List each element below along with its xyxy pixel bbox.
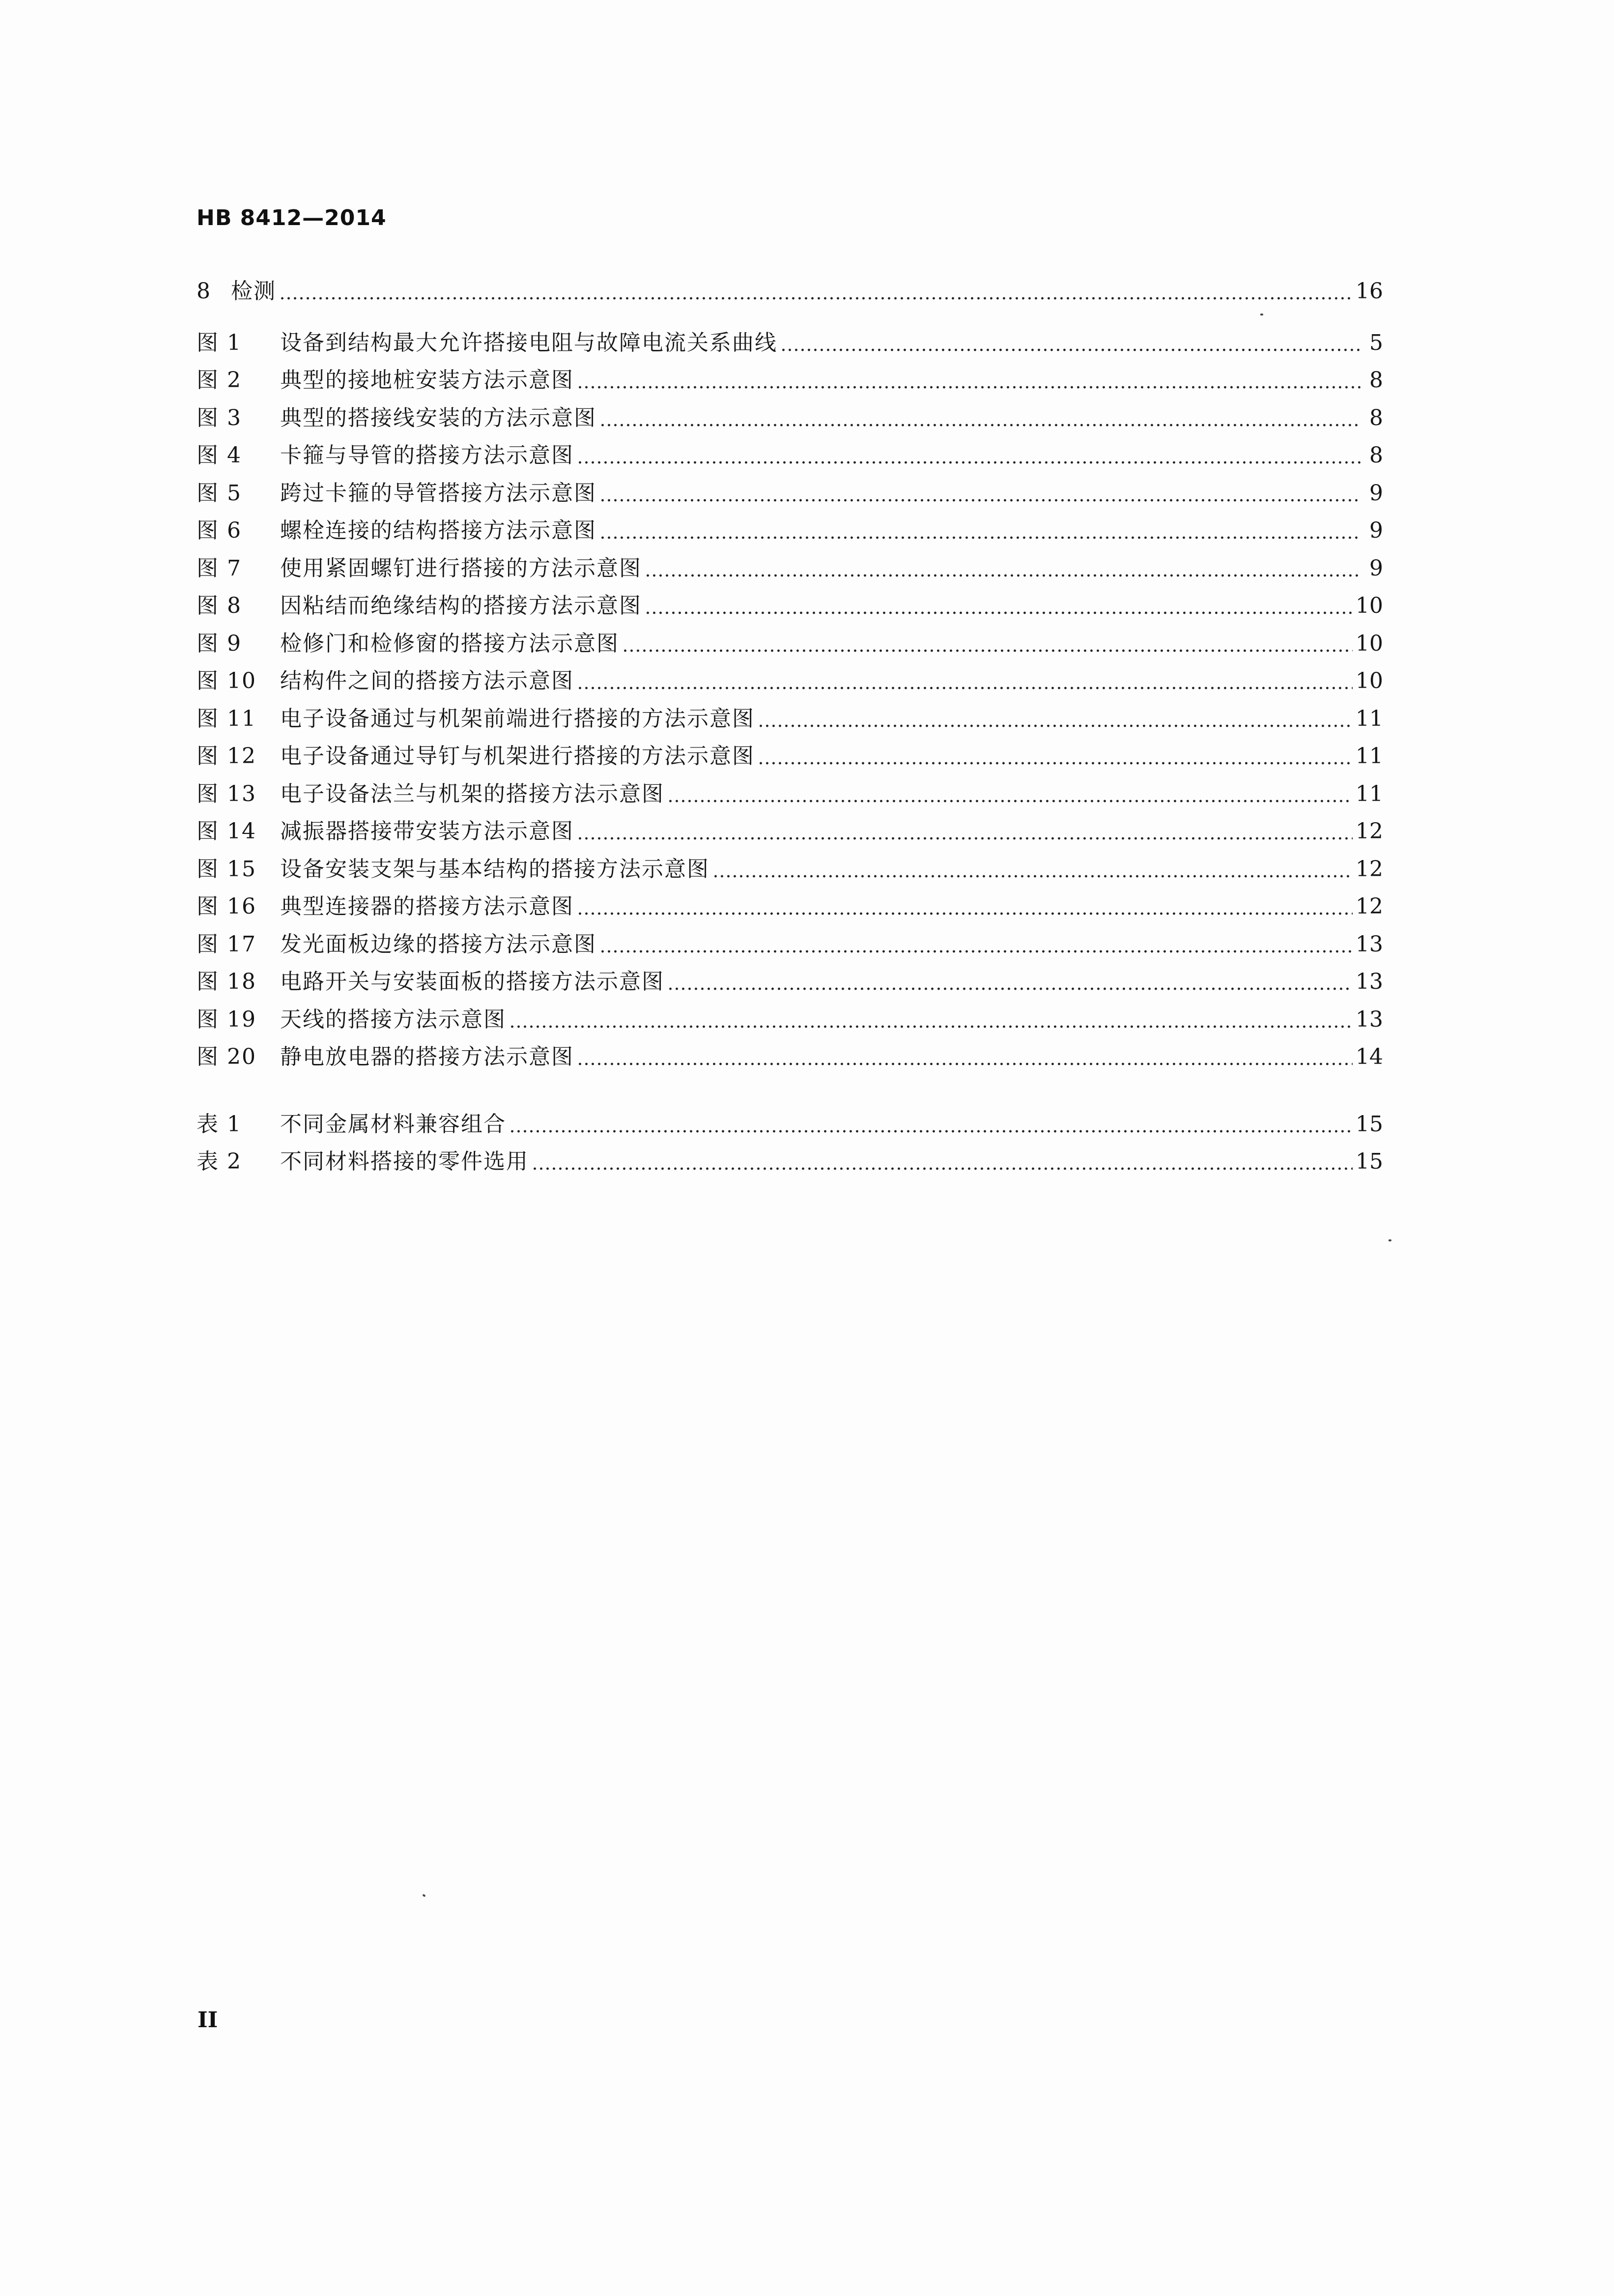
toc-entry-label: 图 10 [197, 668, 256, 693]
toc-tables [197, 1106, 1383, 1181]
toc-entry-label: 图 14 [197, 819, 256, 844]
toc-entry-figure-2[interactable] [197, 362, 1383, 400]
toc-entry-title: 检修门和检修窗的搭接方法示意图 [280, 631, 619, 656]
dot-leader [758, 723, 1353, 728]
toc-entry-label: 图 3 [197, 405, 242, 430]
toc-entry-label: 表 1 [197, 1111, 242, 1137]
scan-speck [1388, 1239, 1391, 1241]
toc-entry-label: 图 20 [197, 1044, 256, 1069]
toc-entry-page: 16 [1356, 279, 1383, 304]
toc-entry-title: 电子设备法兰与机架的搭接方法示意图 [280, 781, 664, 806]
toc-entry-figure-6[interactable] [197, 512, 1383, 550]
dot-leader [667, 986, 1353, 991]
toc-entry-page: 8 [1369, 443, 1383, 468]
toc-entry-title: 设备安装支架与基本结构的搭接方法示意图 [280, 856, 709, 882]
toc-entry-page: 10 [1356, 631, 1383, 656]
toc-entry-figure-8[interactable] [197, 587, 1383, 625]
toc-entry-title: 因粘结而绝缘结构的搭接方法示意图 [280, 593, 642, 618]
toc-entry-figure-9[interactable] [197, 625, 1383, 663]
toc-entry-label: 图 12 [197, 744, 256, 769]
dot-leader [645, 610, 1353, 615]
toc-entry-label: 图 15 [197, 856, 256, 882]
dot-leader [532, 1166, 1353, 1171]
toc-entry-figure-18[interactable] [197, 963, 1383, 1001]
toc-entry-label: 图 19 [197, 1006, 256, 1032]
toc-entry-title: 不同金属材料兼容组合 [280, 1111, 506, 1137]
page-number: II [198, 2008, 218, 2033]
toc-entry-page: 10 [1356, 593, 1383, 618]
toc-entry-label: 图 18 [197, 969, 256, 994]
toc-entry-label: 表 2 [197, 1149, 242, 1174]
toc-entry-label: 图 6 [197, 518, 242, 543]
dot-leader [577, 911, 1353, 916]
toc-entry-title: 卡箍与导管的搭接方法示意图 [280, 443, 574, 468]
dot-leader [758, 761, 1353, 766]
toc-entry-title: 典型的搭接线安装的方法示意图 [280, 405, 596, 430]
toc-entry-label: 图 7 [197, 555, 242, 581]
toc-entry-page: 9 [1369, 518, 1383, 543]
toc-entry-page: 10 [1356, 668, 1383, 693]
toc-entry-title: 检测 [231, 279, 276, 304]
toc-entry-figure-16[interactable] [197, 888, 1383, 926]
toc-entry-title: 电路开关与安装面板的搭接方法示意图 [280, 969, 664, 994]
toc-entry-title: 天线的搭接方法示意图 [280, 1006, 506, 1032]
toc-entry-page: 11 [1356, 781, 1383, 806]
toc-entry-figure-17[interactable] [197, 926, 1383, 964]
toc-entry-page: 15 [1356, 1149, 1383, 1174]
toc-entry-figure-20[interactable] [197, 1038, 1383, 1076]
toc-entry-figure-11[interactable] [197, 700, 1383, 738]
dot-leader [712, 874, 1353, 879]
toc-entry-figure-14[interactable] [197, 813, 1383, 851]
dot-leader [780, 347, 1360, 352]
toc-entry-title: 发光面板边缘的搭接方法示意图 [280, 931, 596, 957]
toc-entry-figure-7[interactable] [197, 550, 1383, 588]
toc-entry-figure-15[interactable] [197, 851, 1383, 889]
toc-entry-page: 5 [1369, 330, 1383, 355]
toc-entry-label: 8 [197, 279, 211, 304]
dot-leader [599, 949, 1353, 954]
toc-entry-page: 13 [1356, 931, 1383, 957]
toc-entry-figure-12[interactable] [197, 738, 1383, 775]
toc-entry-figure-3[interactable] [197, 400, 1383, 437]
toc-figures [197, 324, 1383, 1076]
toc-entry-page: 11 [1356, 744, 1383, 769]
toc-entry-figure-10[interactable] [197, 662, 1383, 700]
toc-entry-title: 使用紧固螺钉进行搭接的方法示意图 [280, 555, 642, 581]
dot-leader [577, 460, 1360, 465]
dot-leader [577, 1062, 1353, 1066]
toc-entry-page: 8 [1369, 368, 1383, 393]
scan-speck [422, 1894, 425, 1897]
toc-entry-title: 典型的接地桩安装方法示意图 [280, 368, 574, 393]
toc-entry-table-2[interactable] [197, 1143, 1383, 1181]
toc-entry-label: 图 5 [197, 480, 242, 506]
dot-leader [279, 296, 1353, 301]
dot-leader [577, 385, 1360, 390]
toc-entry-label: 图 9 [197, 631, 242, 656]
toc-entry-label: 图 13 [197, 781, 256, 806]
toc-entry-page: 11 [1356, 706, 1383, 731]
toc-entry-figure-19[interactable] [197, 1001, 1383, 1039]
dot-leader [645, 573, 1360, 578]
dot-leader [577, 836, 1353, 841]
toc-entry-title: 典型连接器的搭接方法示意图 [280, 894, 574, 919]
dot-leader [667, 799, 1353, 804]
document-code-header: HB 8412—2014 [197, 205, 387, 230]
toc-entry-page: 13 [1356, 1006, 1383, 1032]
toc-entry-section-8[interactable] [197, 273, 1383, 311]
toc-sections [197, 273, 1383, 311]
toc-entry-label: 图 8 [197, 593, 242, 618]
dot-leader [622, 648, 1353, 653]
dot-leader [599, 423, 1360, 428]
toc-entry-label: 图 17 [197, 931, 256, 957]
toc-entry-page: 12 [1356, 819, 1383, 844]
toc-entry-label: 图 4 [197, 443, 242, 468]
toc-entry-title: 结构件之间的搭接方法示意图 [280, 668, 574, 693]
dot-leader [599, 535, 1360, 540]
toc-entry-page: 15 [1356, 1111, 1383, 1137]
toc-entry-title: 静电放电器的搭接方法示意图 [280, 1044, 574, 1069]
toc-entry-figure-5[interactable] [197, 475, 1383, 513]
toc-entry-title: 螺栓连接的结构搭接方法示意图 [280, 518, 596, 543]
toc-entry-page: 14 [1356, 1044, 1383, 1069]
toc-entry-figure-4[interactable] [197, 437, 1383, 475]
toc-entry-title: 不同材料搭接的零件选用 [280, 1149, 529, 1174]
toc-entry-title: 电子设备通过与机架前端进行搭接的方法示意图 [280, 706, 755, 731]
toc-entry-page: 12 [1356, 894, 1383, 919]
toc-entry-label: 图 16 [197, 894, 256, 919]
toc-entry-page: 12 [1356, 856, 1383, 882]
toc-entry-title: 跨过卡箍的导管搭接方法示意图 [280, 480, 596, 506]
dot-leader [509, 1129, 1353, 1134]
toc-entry-title: 电子设备通过导钉与机架进行搭接的方法示意图 [280, 744, 755, 769]
toc-entry-page: 9 [1369, 480, 1383, 506]
dot-leader [599, 498, 1360, 503]
toc-entry-page: 9 [1369, 555, 1383, 581]
toc-entry-title: 减振器搭接带安装方法示意图 [280, 819, 574, 844]
dot-leader [577, 686, 1353, 690]
toc-entry-label: 图 1 [197, 330, 242, 355]
toc-entry-page: 8 [1369, 405, 1383, 430]
scan-speck [1260, 314, 1263, 316]
toc-entry-figure-1[interactable] [197, 324, 1383, 362]
toc-entry-label: 图 2 [197, 368, 242, 393]
toc-entry-page: 13 [1356, 969, 1383, 994]
table-of-contents [197, 273, 1383, 1181]
dot-leader [509, 1024, 1353, 1029]
toc-entry-label: 图 11 [197, 706, 256, 731]
toc-entry-figure-13[interactable] [197, 775, 1383, 813]
toc-entry-table-1[interactable] [197, 1106, 1383, 1144]
toc-entry-title: 设备到结构最大允许搭接电阻与故障电流关系曲线 [280, 330, 777, 355]
